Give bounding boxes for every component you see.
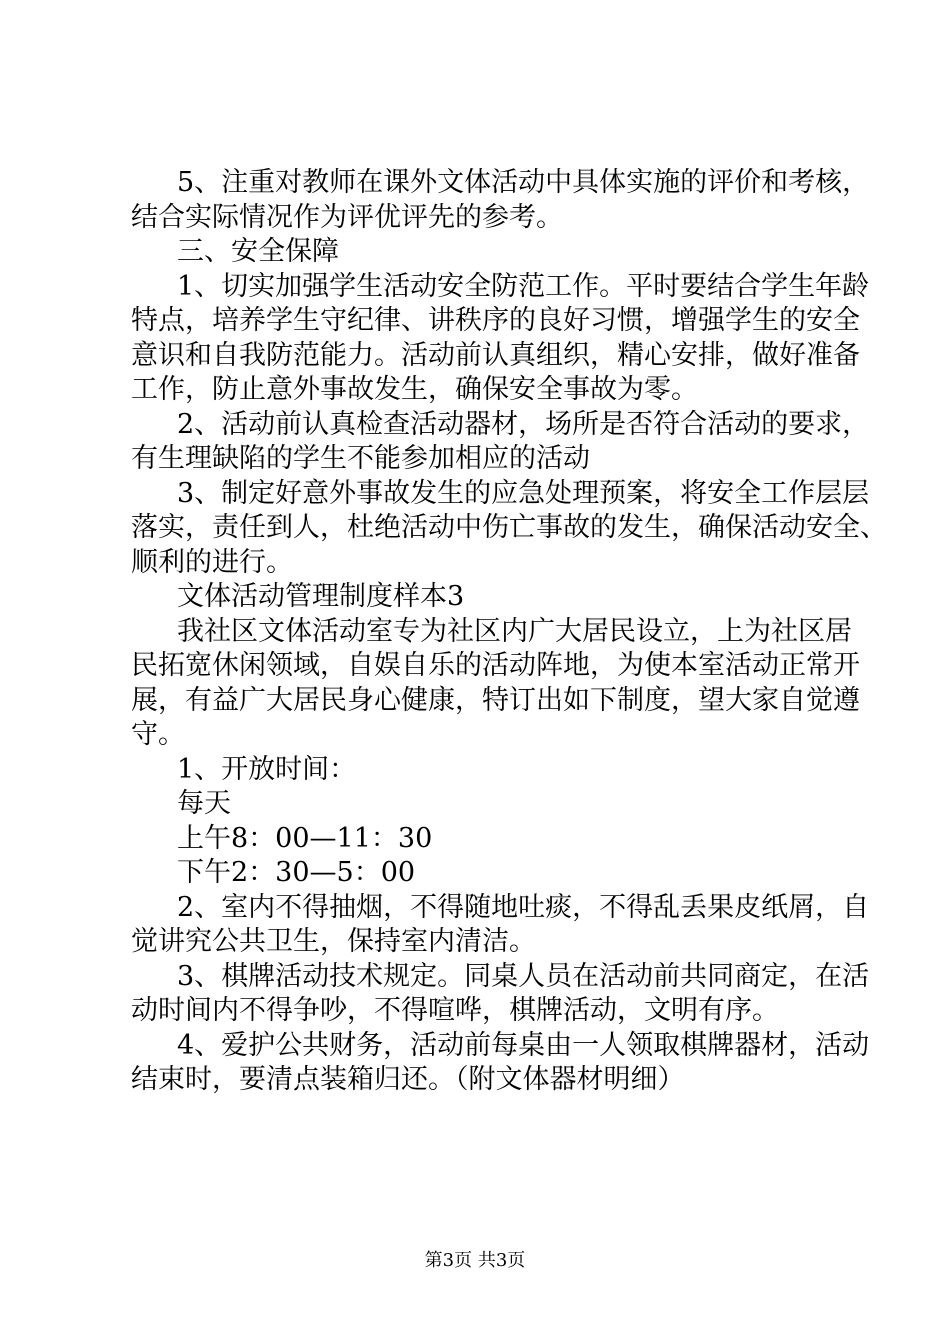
paragraph-line: 我社区文体活动室专为社区内广大居民设立，上为社区居: [177, 615, 852, 647]
paragraph-line: 有生理缺陷的学生不能参加相应的活动: [131, 443, 590, 474]
paragraph-line: 动时间内不得争吵，不得喧哗，棋牌活动，文明有序。: [131, 995, 779, 1026]
paragraph-line: 3、制定好意外事故发生的应急处理预案，将安全工作层层: [177, 477, 870, 509]
paragraph-line: 5、注重对教师在课外文体活动中具体实施的评价和考核，: [177, 167, 870, 198]
paragraph-line: 结合实际情况作为评优评先的参考。: [131, 201, 563, 233]
paragraph-line: 意识和自我防范能力。活动前认真组织，精心安排，做好准备: [131, 339, 860, 371]
paragraph-line: 2、室内不得抽烟，不得随地吐痰，不得乱丢果皮纸屑，自: [177, 891, 870, 923]
paragraph-line: 2、活动前认真检查活动器材，场所是否符合活动的要求，: [177, 408, 870, 440]
section-heading: 文体活动管理制度样本3: [177, 581, 465, 612]
section-heading: 三、安全保障: [177, 236, 339, 267]
paragraph-line: 结束时，要清点装箱归还。（附文体器材明细）: [131, 1064, 685, 1095]
page-number-footer: 第3页 共3页: [424, 1250, 526, 1271]
paragraph-line: 1、开放时间：: [177, 753, 357, 785]
paragraph-line: 落实，责任到人，杜绝活动中伤亡事故的发生，确保活动安全、: [131, 512, 887, 543]
paragraph-line: 1、切实加强学生活动安全防范工作。平时要结合学生年龄: [177, 270, 870, 302]
document-body: [131, 166, 887, 1098]
paragraph-line: 觉讲究公共卫生，保持室内清洁。: [131, 926, 536, 957]
paragraph-line: 工作，防止意外事故发生，确保安全事故为零。: [131, 374, 698, 405]
paragraph-line: 展，有益广大居民身心健康，特订出如下制度，望大家自觉遵: [131, 684, 860, 716]
paragraph-line: 民拓宽休闲领域，自娱自乐的活动阵地，为使本室活动正常开: [131, 650, 860, 681]
paragraph-line: 顺利的进行。: [131, 546, 293, 578]
paragraph-line: 下午2：30—5：00: [177, 857, 416, 888]
paragraph-line: 每天: [177, 788, 231, 819]
paragraph-line: 守。: [131, 719, 185, 750]
paragraph-line: 3、棋牌活动技术规定。同桌人员在活动前共同商定，在活: [177, 960, 870, 992]
paragraph-line: 4、爱护公共财务，活动前每桌由一人领取棋牌器材，活动: [177, 1029, 870, 1061]
paragraph-line: 特点，培养学生守纪律、讲秩序的良好习惯，增强学生的安全: [131, 305, 860, 336]
paragraph-line: 上午8：00—11：30: [177, 822, 433, 854]
